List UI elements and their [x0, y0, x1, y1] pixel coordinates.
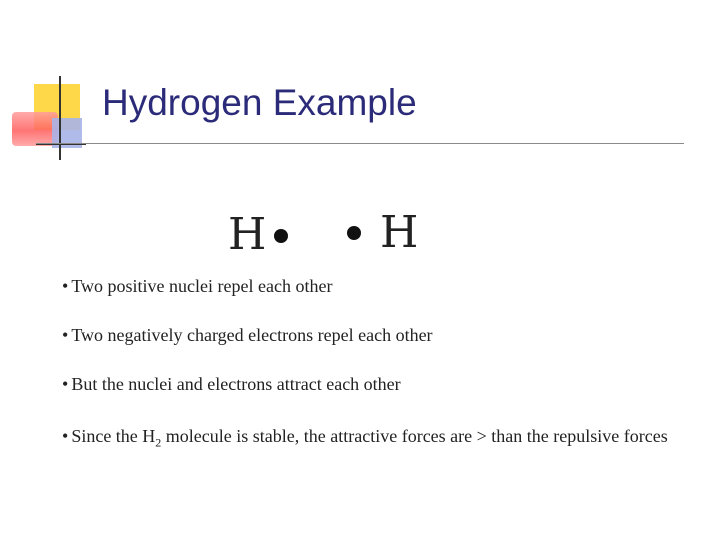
bullet-text: Two positive nuclei repel each other [71, 276, 333, 296]
logo-vertical-line [59, 76, 61, 160]
bullet-text-end: molecule is stable, the attractive forces are > than the repulsive forces [161, 426, 668, 446]
title-underline [36, 143, 684, 144]
electron-dot-left-icon [274, 229, 288, 243]
slide-title: Hydrogen Example [102, 82, 417, 123]
bullet-text: Two negatively charged electrons repel each other [71, 325, 433, 345]
subscript-two: 2 [155, 435, 162, 450]
bullet-text-start: Since the H [71, 426, 156, 446]
bullet-item [62, 374, 672, 394]
electron-dot-right-icon [347, 226, 361, 240]
bullet-icon: • [62, 276, 69, 296]
bullet-icon: • [62, 325, 69, 345]
bullet-icon: • [62, 426, 69, 446]
bullet-text: But the nuclei and electrons attract each other [71, 374, 401, 394]
hydrogen-atom-right: H [380, 207, 419, 258]
bullet-item [62, 423, 672, 449]
hydrogen-atom-left: H [228, 209, 267, 260]
bullet-list [62, 276, 672, 478]
bullet-item [62, 276, 672, 296]
bullet-item [62, 325, 672, 345]
bullet-icon: • [62, 374, 69, 394]
